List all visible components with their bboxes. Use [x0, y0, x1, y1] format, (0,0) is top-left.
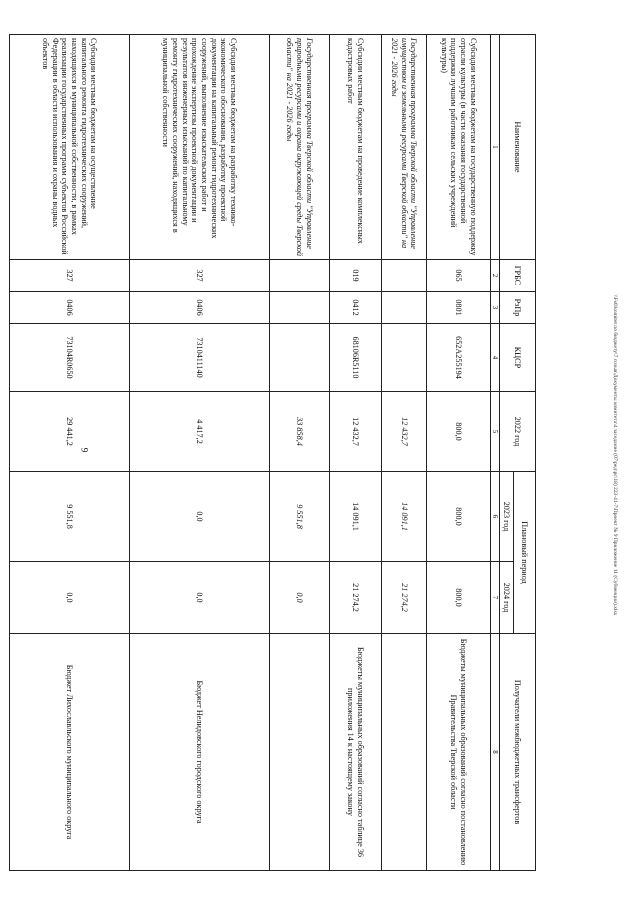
row-kcsr: 73104R0650: [9, 324, 129, 392]
row-grbs: 019: [329, 260, 381, 292]
row-recipient: Бюджеты муниципальных образований согласно таблице 36 приложения 14 к настоящему закону: [329, 634, 381, 871]
row-recipient: [381, 634, 426, 871]
col-number: 4: [490, 324, 499, 392]
row-rzpr: 0801: [426, 292, 490, 324]
col-number: 8: [490, 634, 499, 871]
row-grbs: [269, 260, 329, 292]
row-rzpr: 0406: [129, 292, 269, 324]
row-name: Субсидии местным бюджетам на государственную поддержку отрасли культуры (в части оказания государственной поддержки лучшим работникам сельских учреждений культуры): [426, 35, 490, 260]
row-2023: 0,0: [129, 472, 269, 562]
row-name: Государственная программа Тверской области "Управление имуществом и земельными ресурсами Тверской области" на 2021 - 2026 годы: [381, 35, 426, 260]
row-rzpr: [381, 292, 426, 324]
row-name: Субсидии местным бюджетам на проведение комплексных кадастровых работ: [329, 35, 381, 260]
row-2022: 33 858,4: [269, 392, 329, 472]
row-name: Государственная программа Тверской области "Управление природными ресурсами и охрана окружающей среды Тверской области" на 2021 - 2026 годы: [269, 35, 329, 260]
row-grbs: 065: [426, 260, 490, 292]
row-grbs: 327: [129, 260, 269, 292]
row-2023: 9 551,8: [269, 472, 329, 562]
row-2022: 29 441,2: [9, 392, 129, 472]
row-recipient: [269, 634, 329, 871]
table-row: [426, 35, 490, 871]
col-number: 5: [490, 392, 499, 472]
row-2023: 9 551,8: [9, 472, 129, 562]
row-recipient: Бюджеты муниципальных образований согласно постановлению Правительства Тверской области: [426, 634, 490, 871]
row-name: Субсидии местным бюджетам на разработку технико-экономического обоснования, разработку проектной документации на капитальный ремонт гидротехнических сооружений, выполнение изыскательских работ и прохождение экспертизы проектной документации и результатов инженерных изысканий по капитальному ремонту гидротехнических сооружений, находящихся в муниципальной собственности: [129, 35, 269, 260]
header-kcsr: КЦСР: [500, 324, 536, 392]
col-number: 6: [490, 472, 499, 562]
row-2024: 0,0: [129, 562, 269, 634]
table-row: [129, 35, 269, 871]
row-2023: 14 091,1: [381, 472, 426, 562]
row-2024: 21 274,2: [381, 562, 426, 634]
row-rzpr: [269, 292, 329, 324]
row-2024: 0,0: [9, 562, 129, 634]
row-2024: 21 274,2: [329, 562, 381, 634]
row-2024: 0,0: [269, 562, 329, 634]
col-number: 1: [490, 35, 499, 260]
row-kcsr: [381, 324, 426, 392]
row-grbs: [381, 260, 426, 292]
row-2022: 800,0: [426, 392, 490, 472]
row-kcsr: 652A255194: [426, 324, 490, 392]
row-grbs: 327: [9, 260, 129, 292]
row-name: Субсидии местным бюджетам на осуществление капитального ремонта гидротехнических сооружений, находящихся в муниципальной собственности, в рамках реализации государственных программ субъектов Российской Федерации в области использования и охраны водных объектов: [9, 35, 129, 260]
row-kcsr: 68106R5110: [329, 324, 381, 392]
header-2022: 2022 год: [500, 392, 536, 472]
rotated-table-sheet: [40, 34, 536, 870]
row-kcsr: [269, 324, 329, 392]
table-row: [329, 35, 381, 871]
row-rzpr: 0412: [329, 292, 381, 324]
row-2023: 800,0: [426, 472, 490, 562]
table-row: [269, 35, 329, 871]
header-2024: 2024 год: [500, 562, 514, 634]
page-number: 9: [79, 447, 90, 453]
row-rzpr: 0406: [9, 292, 129, 324]
row-recipient: Бюджет Лихославльского муниципального округа: [9, 634, 129, 871]
header-name: Наименование: [500, 35, 536, 260]
header-grbs: ГРБС: [500, 260, 536, 292]
col-number: 2: [490, 260, 499, 292]
row-kcsr: 7310411140: [129, 324, 269, 392]
header-recipients: Получатели межбюджетных трансфертов: [500, 634, 536, 871]
col-number: 7: [490, 562, 499, 634]
header-2023: 2023 год: [500, 472, 514, 562]
row-2022: 4 417,2: [129, 392, 269, 472]
row-2022: 12 432,7: [329, 392, 381, 472]
row-recipient: Бюджет Нелидовского городского округа: [129, 634, 269, 871]
table-row: [381, 35, 426, 871]
col-number: 3: [490, 292, 499, 324]
transfers-table: [9, 34, 536, 871]
row-2023: 14 091,1: [329, 472, 381, 562]
header-plan-period: Плановый период: [514, 472, 536, 634]
row-2022: 12 432,7: [381, 392, 426, 472]
table-row: [9, 35, 129, 871]
header-rzpr: РзПр: [500, 292, 536, 324]
file-path-footer: \\Fs0\komitet по бюджету\7 созыв\Документы комитета\4 заседание (07\ред\рс\18) 223-41-7\Проект № 9 Приложение 11 (Субвенции).xlsx: [612, 294, 618, 616]
row-2024: 800,0: [426, 562, 490, 634]
